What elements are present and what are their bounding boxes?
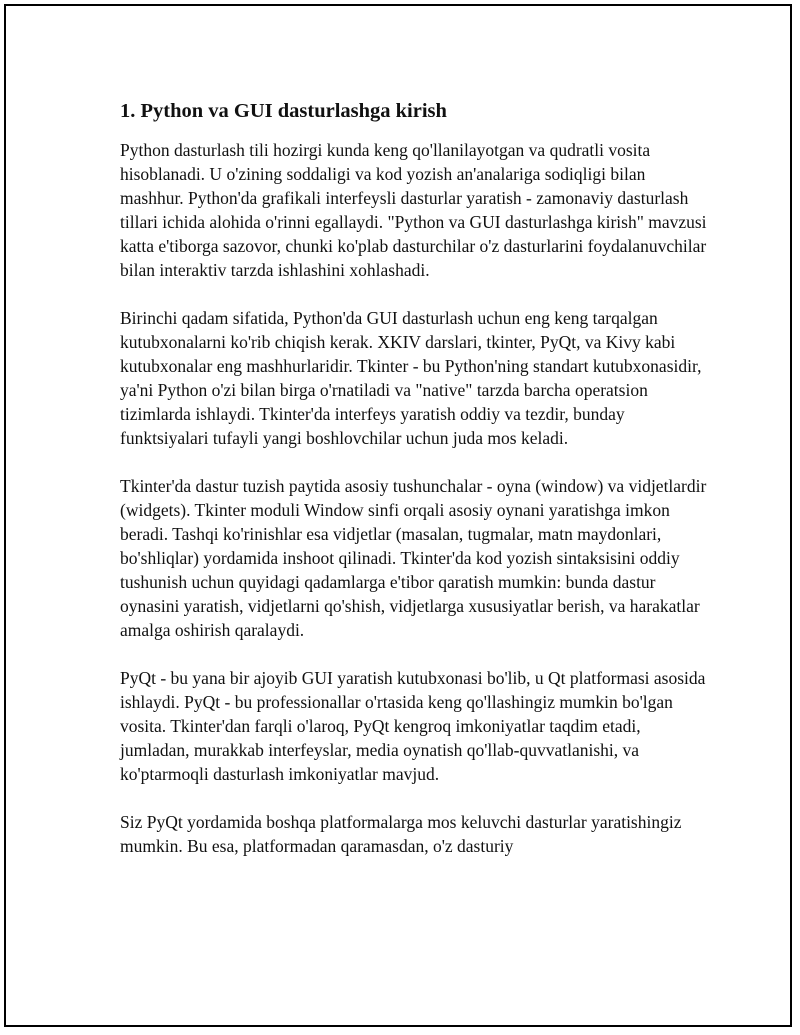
paragraph-intro: Python dasturlash tili hozirgi kunda keng qo'llanilayotgan va qudratli vosita hisoblanadi. U o'zining soddaligi va kod yozish an'analariga sodiqligi bilan mashhur. Python'da grafikali interfeysli dasturlar yaratish - zamonaviy dasturlash tillari ichida alohida o'rinni egallaydi. "Python va GUI dasturlashga kirish" mavzusi katta e'tiborga sazovor, chunki ko'plab dasturchilar o'z dasturlarini foydalanuvchilar bilan interaktiv tarzda ishlashini xohlashadi. [120,140,707,280]
paragraph-libraries: Birinchi qadam sifatida, Python'da GUI dasturlash uchun eng keng tarqalgan kutubxonalarni ko'rib chiqish kerak. XKIV darslari, tkinter, PyQt, va Kivy kabi kutubxonalar eng mashhurlaridir. Tkinter - bu Python'ning standart kutubxonasidir, ya'ni Python o'zi bilan birga o'rnatiladi va "native" tarzda barcha operatsion tizimlarda ishlaydi. Tkinter'da interfeys yaratish oddiy va tezdir, bunday funktsiyalari tufayli yangi boshlovchilar uchun juda mos keladi. [120,308,702,448]
paragraph-pyqt: PyQt - bu yana bir ajoyib GUI yaratish kutubxonasi bo'lib, u Qt platformasi asosida ishlaydi. PyQt - bu professionallar o'rtasida keng qo'llashingiz mumkin bo'lgan vosita. Tkinter'dan farqli o'laroq, PyQt kengroq imkoniyatlar taqdim etadi, jumladan, murakkab interfeyslar, media oynatish qo'llab-quvvatlanishi, va ko'ptarmoqli dasturlash imkoniyatlar mavjud. [120,668,706,784]
section-heading: 1. Python va GUI dasturlashga kirish [120,100,447,122]
paragraph-tkinter: Tkinter'da dastur tuzish paytida asosiy tushunchalar - oyna (window) va vidjetlardir (widgets). Tkinter moduli Window sinfi orqali asosiy oynani yaratishga imkon beradi. Tashqi ko'rinishlar esa vidjetlar (masalan, tugmalar, matn maydonlari, bo'shliqlar) yordamida inshoot qilinadi. Tkinter'da kod yozish sintaksisini oddiy tushunish uchun quyidagi qadamlarga e'tibor qaratish mumkin: bunda dastur oynasini yaratish, vidjetlarni qo'shish, vidjetlarga xususiyatlar berish, va harakatlar amalga oshirish qaralaydi. [120,476,707,640]
paragraph-crossplatform: Siz PyQt yordamida boshqa platformalarga mos keluvchi dasturlar yaratishingiz mumkin. Bu esa, platformadan qaramasdan, o'z dasturiy [120,812,682,856]
document-page [4,4,792,1027]
document-content [120,98,710,882]
